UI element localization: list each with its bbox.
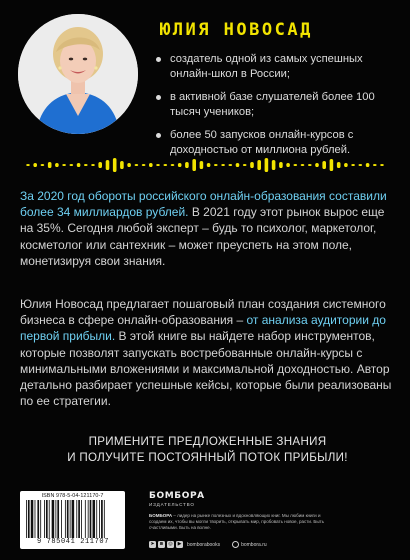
- barcode-bar: [61, 500, 62, 538]
- waveform-bar: [178, 163, 182, 167]
- cta-line-1: ПРИМЕНИТЕ ПРЕДЛОЖЕННЫЕ ЗНАНИЯ: [88, 435, 327, 448]
- waveform-bar: [70, 164, 74, 166]
- barcode-bar: [26, 500, 27, 538]
- bullet-icon: [156, 133, 161, 138]
- author-achievements-list: [152, 52, 397, 166]
- barcode-bar: [49, 500, 50, 538]
- bullet-icon: [156, 57, 161, 62]
- description-text-start: Юлия Новосад предлагает пошаговый план создания системного бизнеса в сфере онлайн-образования –: [20, 297, 386, 328]
- cta-line-2: И ПОЛУЧИТЕ ПОСТОЯННЫЙ ПОТОК ПРИБЫЛИ!: [67, 451, 348, 464]
- waveform-bar: [366, 163, 370, 167]
- waveform-bar: [380, 164, 384, 166]
- market-highlight: За 2020 год обороты российского онлайн-образования составили более 34 миллиардов рублей.: [20, 189, 387, 220]
- achievement-item: [152, 90, 397, 119]
- waveform-bar: [279, 162, 283, 168]
- waveform-bar: [62, 164, 66, 166]
- bullet-icon: [156, 95, 161, 100]
- barcode-bar: [46, 500, 48, 538]
- yellow-waveform-divider: [20, 158, 390, 172]
- waveform-bar: [149, 163, 153, 167]
- instagram-icon[interactable]: ◎: [168, 541, 173, 547]
- barcode-bar: [57, 500, 59, 538]
- waveform-bar: [265, 158, 269, 172]
- social-handle[interactable]: bomborabooks: [187, 541, 221, 548]
- author-portrait-illustration: [18, 14, 138, 134]
- waveform-bar: [373, 164, 377, 166]
- waveform-bar: [171, 164, 175, 166]
- achievement-text: в активной базе слушателей более 100 тысяч учеников;: [170, 91, 375, 118]
- globe-icon: [232, 541, 239, 548]
- waveform-bar: [26, 164, 30, 166]
- barcode-bar: [104, 500, 105, 538]
- waveform-bar: [185, 162, 189, 168]
- barcode-bar: [52, 500, 55, 538]
- waveform-bar: [127, 163, 131, 167]
- blurb-brand: БОМБОРА: [149, 513, 173, 518]
- blurb-text: – лидер на рынке полезных и вдохновляющих книг. Мы любим книги и создаем их, чтобы вы могли творить, открывать мир, пробовать новое, расти. Быть счастливыми. Быть на волне.: [149, 513, 324, 530]
- waveform-bar: [41, 164, 45, 166]
- isbn-number: ISBN 978-5-04-121170-7: [41, 493, 104, 499]
- waveform-bar: [322, 161, 326, 169]
- description-text-rest: В этой книге вы найдете набор инструментов, которые позволят запускать востребованные онлайн-курсы с минимальными вложениями и максимальной доходностью. Автор детально разбирает успешные кейсы, которые были реализованы по ее стратегии.: [20, 329, 392, 409]
- barcode-bar: [88, 500, 89, 538]
- waveform-bar: [142, 164, 146, 166]
- author-name: ЮЛИЯ НОВОСАД: [160, 20, 313, 40]
- waveform-bar: [77, 163, 81, 167]
- achievement-text: создатель одной из самых успешных онлайн-школ в России;: [170, 53, 363, 80]
- waveform-bar: [48, 162, 52, 168]
- waveform-bar: [164, 164, 168, 166]
- barcode-bar: [55, 500, 56, 538]
- barcode-bars: [24, 500, 121, 538]
- isbn-barcode: [20, 491, 125, 549]
- waveform-bar: [200, 161, 204, 169]
- waveform-bar: [308, 164, 312, 166]
- waveform-bar: [106, 160, 110, 170]
- achievement-text: более 50 запусков онлайн-курсов с доходностью от миллиона рублей.: [170, 129, 354, 156]
- barcode-bar: [31, 500, 34, 538]
- waveform-bar: [214, 164, 218, 166]
- waveform-bar: [192, 159, 196, 171]
- barcode-bar: [76, 500, 77, 538]
- telegram-icon[interactable]: ➤: [150, 541, 155, 547]
- waveform-bar: [272, 160, 276, 170]
- waveform-bar: [120, 161, 124, 169]
- barcode-bar: [78, 500, 80, 538]
- achievement-item: [152, 52, 397, 81]
- youtube-icon[interactable]: ▶: [177, 541, 182, 547]
- barcode-bar: [81, 500, 82, 538]
- book-description-paragraph: [20, 296, 395, 409]
- barcode-bar: [96, 500, 97, 538]
- waveform-bar: [243, 164, 247, 166]
- waveform-bar: [156, 164, 160, 166]
- waveform-bar: [294, 164, 298, 166]
- publisher-blurb: [149, 513, 329, 531]
- achievement-item: [152, 128, 397, 157]
- waveform-bar: [344, 163, 348, 167]
- market-text: В 2021 году этот рынок вырос еще на 35%. Сегодня любой эксперт – будь то психолог, маркетолог, косметолог или сантехник – может преуспеть на этом поле, монетизируя свои знания.: [20, 205, 385, 268]
- waveform-bar: [55, 163, 59, 167]
- waveform-bar: [236, 163, 240, 167]
- publisher-subtitle: ИЗДАТЕЛЬСТВО: [149, 502, 195, 507]
- market-paragraph: [20, 188, 395, 269]
- waveform-bar: [286, 163, 290, 167]
- waveform-bar: [315, 163, 319, 167]
- waveform-bar: [84, 164, 88, 166]
- waveform-bar: [135, 164, 139, 166]
- waveform-bar: [337, 162, 341, 168]
- barcode-bar: [44, 500, 45, 538]
- barcode-bar: [67, 500, 69, 538]
- publisher-logo: [149, 491, 205, 507]
- barcode-bar: [28, 500, 30, 538]
- publisher-social-links: [149, 541, 267, 548]
- barcode-bar: [90, 500, 92, 538]
- waveform-bar: [113, 158, 117, 172]
- waveform-bar: [207, 163, 211, 167]
- barcode-bar: [40, 500, 41, 538]
- barcode-bar: [85, 500, 86, 538]
- waveform-bar: [91, 164, 95, 166]
- description-highlight: от анализа аудитории до первой прибыли.: [20, 313, 386, 344]
- barcode-bar: [70, 500, 71, 538]
- barcode-bar: [37, 500, 39, 538]
- vk-icon[interactable]: в: [159, 541, 164, 547]
- barcode-digits: 9 785041 211707: [36, 538, 109, 546]
- waveform-bar: [229, 164, 233, 166]
- waveform-bar: [221, 164, 225, 166]
- barcode-bar: [72, 500, 75, 538]
- publisher-site[interactable]: bombora.ru: [241, 541, 267, 548]
- barcode-bar: [101, 500, 103, 538]
- author-photo: [18, 14, 138, 134]
- waveform-bar: [250, 162, 254, 168]
- barcode-bar: [93, 500, 96, 538]
- waveform-bar: [33, 163, 37, 167]
- waveform-bar: [301, 164, 305, 166]
- waveform-bar: [257, 160, 261, 170]
- waveform-bar: [351, 164, 355, 166]
- barcode-bar: [99, 500, 100, 538]
- waveform-bar: [98, 162, 102, 168]
- barcode-bar: [35, 500, 36, 538]
- publisher-name: БОМБОРА: [149, 491, 205, 501]
- waveform-bar: [330, 159, 334, 171]
- barcode-bar: [65, 500, 66, 538]
- waveform-bar: [359, 164, 363, 166]
- call-to-action: [20, 434, 395, 466]
